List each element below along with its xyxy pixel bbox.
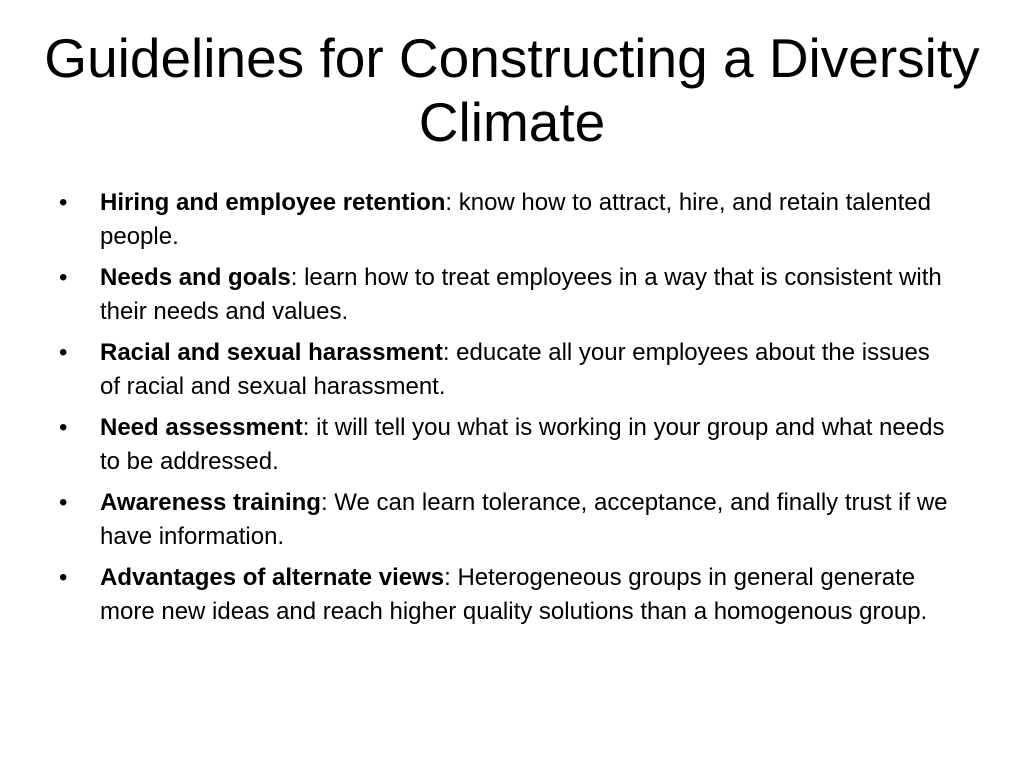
bullet-term: Needs and goals [100,264,291,291]
list-item [0,261,1024,329]
list-item [0,486,1024,554]
bullet-text: : know how to attract, hire, and retain talented people. [100,189,932,250]
bullet-term: Hiring and employee retention [100,189,446,216]
bullet-icon: • [59,264,68,291]
list-item [0,186,1024,254]
bullet-text: : learn how to treat employees in a way that is consistent with their needs and values. [100,264,942,325]
list-item [0,411,1024,479]
list-item [0,561,1024,629]
bullet-term: Awareness training [100,489,321,516]
bullet-text: : educate all your employees about the issues of racial and sexual harassment. [100,339,930,400]
bullet-text: : it will tell you what is working in your group and what needs to be addressed. [100,414,945,475]
bullet-term: Racial and sexual harassment [100,339,443,366]
bullet-list [0,186,1024,636]
bullet-icon: • [59,339,68,366]
bullet-icon: • [59,189,68,216]
bullet-term: Need assessment [100,414,303,441]
list-item [0,336,1024,404]
bullet-icon: • [59,414,68,441]
bullet-icon: • [59,564,68,591]
bullet-term: Advantages of alternate views [100,564,445,591]
bullet-text: : Heterogeneous groups in general generate more new ideas and reach higher quality solutions than a homogenous group. [100,564,928,625]
bullet-text: : We can learn tolerance, acceptance, and finally trust if we have information. [100,489,948,550]
bullet-icon: • [59,489,68,516]
slide-title: Guidelines for Constructing a Diversity Climate [44,27,980,153]
